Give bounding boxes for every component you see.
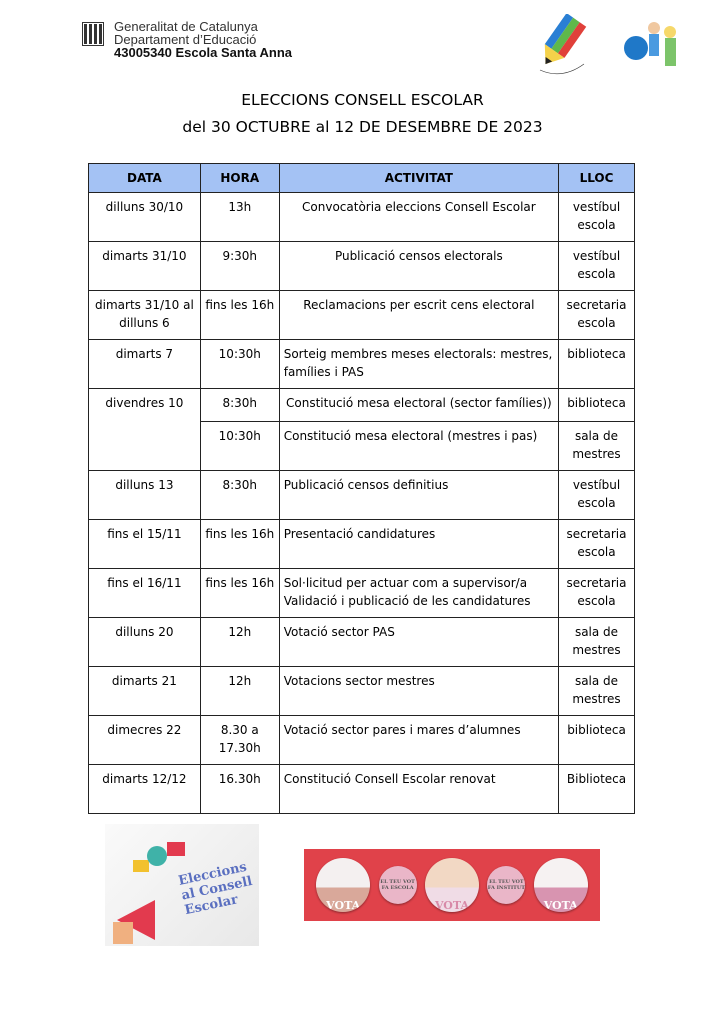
cell-activity: Constitució mesa electoral (mestres i pas) — [279, 422, 558, 471]
org-line1: Generalitat de Catalunya — [114, 19, 258, 34]
table-row — [89, 716, 635, 765]
cell-date: dilluns 20 — [89, 618, 201, 667]
school-pencil-logo-icon — [532, 14, 592, 76]
cell-activity: Publicació censos electorals — [279, 242, 558, 291]
poster-text: Eleccions al Consell Escolar — [177, 859, 254, 919]
cell-location: biblioteca — [559, 340, 635, 389]
table-row — [89, 667, 635, 716]
cell-location: vestíbul escola — [559, 242, 635, 291]
cell-time: 12h — [200, 667, 279, 716]
cell-location: secretaria escola — [559, 291, 635, 340]
badge-label: VOTA — [326, 899, 361, 912]
election-schedule-table — [88, 163, 635, 814]
cell-date: dimarts 7 — [89, 340, 201, 389]
small-badge — [487, 866, 525, 904]
cell-time: 8:30h — [200, 471, 279, 520]
cell-location: sala de mestres — [559, 422, 635, 471]
cell-date: dilluns 13 — [89, 471, 201, 520]
org-line2: Departament d’Educació — [114, 32, 257, 47]
cell-activity: Publicació censos definitius — [279, 471, 558, 520]
cell-time: fins les 16h — [200, 291, 279, 340]
cell-time: 8:30h — [200, 389, 279, 422]
cell-time: 10:30h — [200, 422, 279, 471]
vote-badges-banner — [304, 849, 600, 921]
cell-date: dimarts 21 — [89, 667, 201, 716]
small-badge-text: EL TEU VOT FA ESCOLA — [380, 879, 415, 891]
ampa-logo-icon — [622, 18, 688, 76]
cell-time: 16.30h — [200, 765, 279, 814]
badge-label: VOTA — [434, 899, 469, 912]
cell-activity: Votació sector PAS — [279, 618, 558, 667]
cell-date: divendres 10 — [89, 389, 201, 471]
cell-activity: Reclamacions per escrit cens electoral — [279, 291, 558, 340]
table-row — [89, 340, 635, 389]
header-activitat: ACTIVITAT — [279, 164, 558, 193]
header-data: DATA — [89, 164, 201, 193]
cell-activity: Sol·licitud per actuar com a supervisor/a Validació i publicació de les candidatures — [279, 569, 558, 618]
table-row — [89, 765, 635, 814]
cell-time: 9:30h — [200, 242, 279, 291]
vote-badge-football — [425, 858, 479, 912]
elections-poster-image — [105, 824, 259, 946]
cell-date: fins el 16/11 — [89, 569, 201, 618]
badge-label: VOTA — [543, 899, 578, 912]
cell-date: dilluns 30/10 — [89, 193, 201, 242]
cell-activity: Convocatòria eleccions Consell Escolar — [279, 193, 558, 242]
table-header-row — [89, 164, 635, 193]
cell-location: Biblioteca — [559, 765, 635, 814]
cell-time: 8.30 a 17.30h — [200, 716, 279, 765]
vote-badge-masks — [316, 858, 370, 912]
cell-activity: Sorteig membres meses electorals: mestres, famílies i PAS — [279, 340, 558, 389]
generalitat-logo-icon — [82, 22, 104, 46]
cell-time: 10:30h — [200, 340, 279, 389]
cell-time: fins les 16h — [200, 569, 279, 618]
title-line1: ELECCIONS CONSELL ESCOLAR — [241, 91, 484, 109]
table-row — [89, 618, 635, 667]
table-row — [89, 569, 635, 618]
table-row — [89, 471, 635, 520]
small-badge-text: EL TEU VOT FA INSTITUT — [487, 879, 525, 891]
cell-activity: Votació sector pares i mares d’alumnes — [279, 716, 558, 765]
header-lloc: LLOC — [559, 164, 635, 193]
table-row — [89, 193, 635, 242]
cell-date: dimarts 12/12 — [89, 765, 201, 814]
table-row — [89, 242, 635, 291]
cell-date: dimarts 31/10 — [89, 242, 201, 291]
cell-time: 12h — [200, 618, 279, 667]
table-row — [89, 520, 635, 569]
title-line2: del 30 OCTUBRE al 12 DE DESEMBRE DE 2023 — [182, 118, 543, 136]
cell-location: vestíbul escola — [559, 471, 635, 520]
cell-location: biblioteca — [559, 389, 635, 422]
table-row — [89, 291, 635, 340]
cell-location: secretaria escola — [559, 569, 635, 618]
header-hora: HORA — [200, 164, 279, 193]
table-row — [89, 389, 635, 422]
cell-location: sala de mestres — [559, 618, 635, 667]
cell-date: dimarts 31/10 al dilluns 6 — [89, 291, 201, 340]
cell-location: sala de mestres — [559, 667, 635, 716]
cell-location: vestíbul escola — [559, 193, 635, 242]
cell-activity: Votacions sector mestres — [279, 667, 558, 716]
cell-activity: Constitució Consell Escolar renovat — [279, 765, 558, 814]
cell-activity: Constitució mesa electoral (sector famílies)) — [279, 389, 558, 422]
cell-location: secretaria escola — [559, 520, 635, 569]
school-name: 43005340 Escola Santa Anna — [114, 45, 293, 60]
vote-badge-calendar — [534, 858, 588, 912]
small-badge — [379, 866, 417, 904]
cell-date: fins el 15/11 — [89, 520, 201, 569]
cell-activity: Presentació candidatures — [279, 520, 558, 569]
cell-time: 13h — [200, 193, 279, 242]
cell-location: biblioteca — [559, 716, 635, 765]
cell-date: dimecres 22 — [89, 716, 201, 765]
cell-time: fins les 16h — [200, 520, 279, 569]
